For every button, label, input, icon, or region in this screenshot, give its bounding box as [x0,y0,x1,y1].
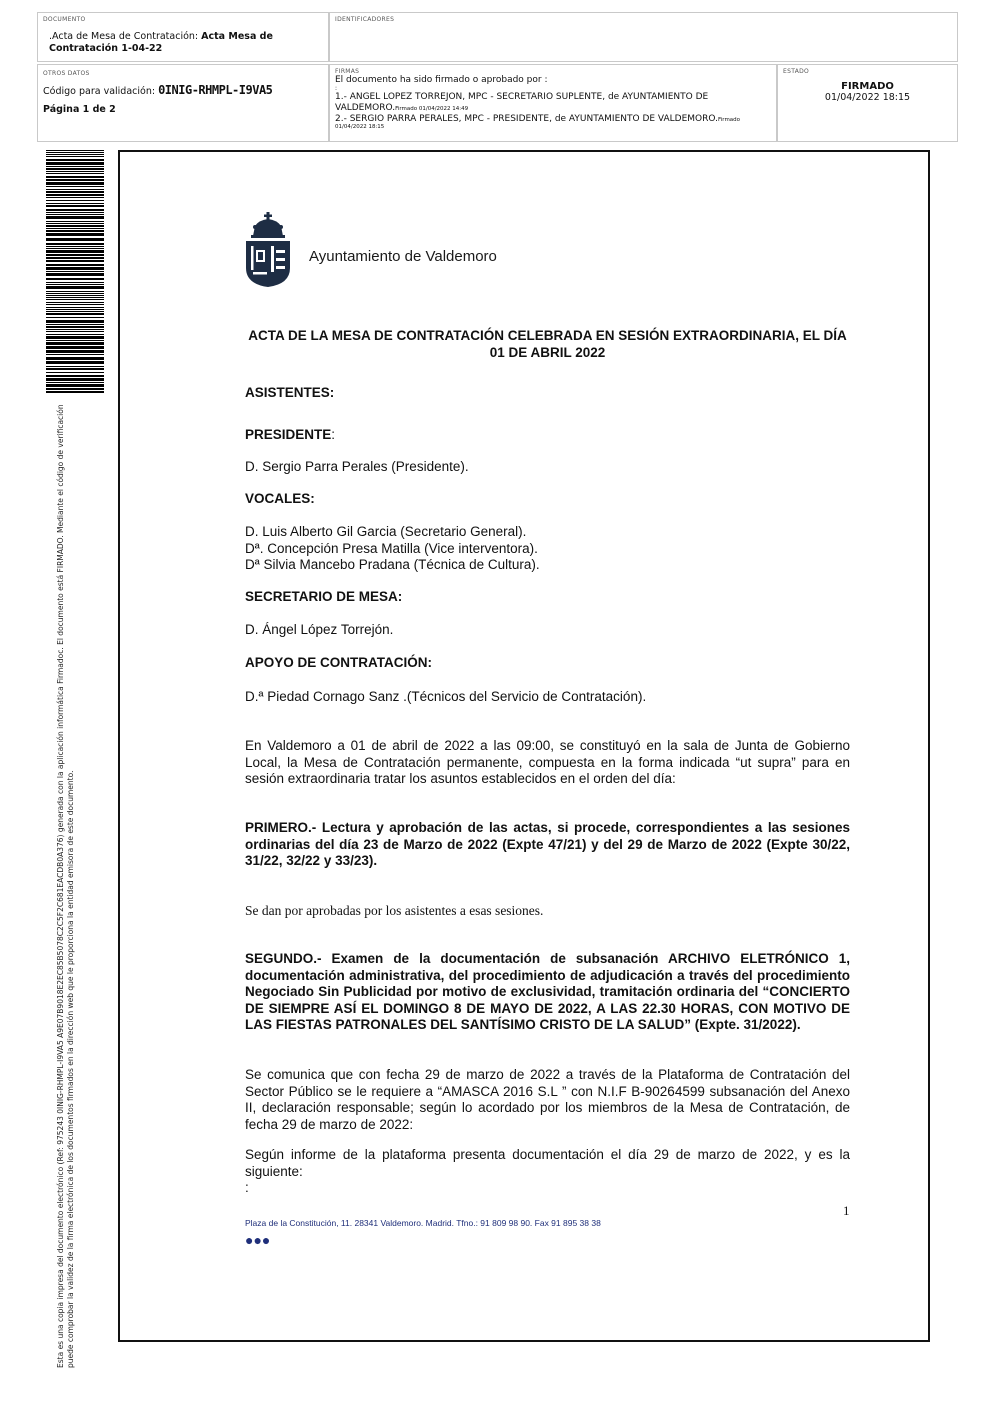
side-text-line-1: Esta es una copia impresa del documento electrónico (Ref: 975243 0INIG-RHMPL-I9VA5 A9E07B9018E2EC85B5078C2C5F2C681EACDB0A376) generada con la aplicación informática Firmadoc. El documento está FIRMADO. Mediante el código de verificación [56,404,65,1368]
barcode-bar [46,154,104,155]
firmas-intro: El documento ha sido firmado o aprobado por : [335,75,548,85]
barcode-image [46,150,104,393]
barcode-bar [46,176,104,178]
barcode-bar [46,302,104,303]
barcode-bar [46,336,104,339]
barcode-bar [46,250,104,253]
presidente-name: D. Sergio Parra Perales (Presidente). [245,459,469,474]
barcode-bar [46,297,104,298]
firma-2: 2.- SERGIO PARRA PERALES, MPC - PRESIDENTE, de AYUNTAMIENTO DE VALDEMORO.Firmado [335,113,741,124]
segundo-colon: : [245,1180,249,1195]
barcode-bar [46,331,104,332]
footer-address: Plaza de la Constitución, 11. 28341 Valdemoro. Madrid. Tfno.: 91 809 98 90. Fax 91 895 38 38 [245,1218,601,1228]
barcode-bar [46,189,104,190]
identificadores-label: IDENTIFICADORES [335,16,395,23]
barcode-bar [46,221,104,222]
coat-of-arms-logo [243,210,293,288]
barcode-bar [46,248,104,249]
firma-2-date: 01/04/2022 18:15 [335,123,385,130]
barcode-bar [46,291,104,292]
barcode-bar [46,334,104,335]
barcode-bar [46,378,104,381]
barcode-bar [46,278,104,280]
barcode-bar [46,246,104,247]
vocal-3: Dª Silvia Mancebo Pradana (Técnica de Cultura). [245,557,540,572]
asistentes-heading: ASISTENTES: [245,385,335,400]
primero-paragraph: PRIMERO.- Lectura y aprobación de las actas, si procede, correspondientes a las sesiones ordinarias del día 23 de Marzo de 2022 (Expte 47/21) y del 29 de Marzo de 2022 (Expte 30/22, 31/22, 32/22 y 33/23). [245,820,850,868]
barcode-bar [46,384,104,387]
barcode-bar [46,264,104,266]
documento-label: DOCUMENTO [43,16,86,23]
barcode-bar [46,159,104,161]
barcode-bar [46,168,104,170]
barcode-bar [46,200,104,201]
firmas-cell [329,64,777,142]
barcode-bar [46,282,104,283]
barcode-bar [46,216,104,219]
barcode-bar [46,313,104,315]
barcode-bar [46,191,104,193]
barcode-bar [46,340,104,341]
barcode-bar [46,324,104,325]
barcode-bar [46,354,104,355]
secretario-name: D. Ángel López Torrejón. [245,622,394,637]
barcode-bar [46,286,104,289]
barcode-bar [46,357,104,360]
barcode-bar [46,182,104,185]
footer-dots: ●●● [245,1232,271,1248]
barcode-bar [46,368,104,370]
segundo-paragraph-2: Se comunica que con fecha 29 de marzo de 2022 a través de la Plataforma de Contratación del Sector Público se le requiere a “AMASCA 2016 S.L ” con N.I.F B-90264599 subsanación del Anexo II, declaración responsable; según lo acordado por los miembros de la Mesa de Contratación, de fecha 29 de marzo de 2022: [245,1067,850,1132]
estado-value: FIRMADO [841,81,894,92]
barcode-bar [46,156,104,157]
barcode-bar [46,293,104,294]
vocales-heading: VOCALES: [245,491,315,506]
apoyo-heading: APOYO DE CONTRATACIÓN: [245,655,432,670]
barcode-bar [46,150,104,151]
firmas-colon: : [335,84,338,92]
barcode-bar [46,203,104,204]
barcode-bar [46,230,104,232]
barcode-bar [46,214,104,215]
barcode-bar [46,223,104,224]
vocal-1: D. Luis Alberto Gil Garcia (Secretario General). [245,524,527,539]
barcode-bar [46,173,104,174]
documento-cell [37,12,329,62]
barcode-bar [46,382,104,383]
barcode-bar [46,267,104,270]
estado-date: 01/04/2022 18:15 [824,92,911,103]
barcode-bar [46,152,104,153]
barcode-bar [46,284,104,285]
presidente-heading: PRESIDENTE: [245,427,336,442]
barcode-bar [46,311,104,312]
organization-name: Ayuntamiento de Valdemoro [309,248,497,265]
barcode-bar [46,243,104,245]
intro-paragraph: En Valdemoro a 01 de abril de 2022 a las 09:00, se constituyó en la sala de Junta de Gobierno Local, la Mesa de Contratación permanente, compuesta en la forma indicada “ut supra” para en sesión extraordinaria tratar los asuntos establecidos en el orden del día: [245,738,850,786]
barcode-bar [46,317,104,318]
barcode-bar [46,238,104,241]
barcode-bar [46,366,104,367]
estado-cell [777,64,958,142]
barcode-bar [46,212,104,213]
barcode-bar [46,304,104,305]
apoyo-name: D.ª Piedad Cornago Sanz .(Técnicos del Servicio de Contratación). [245,689,647,704]
barcode-bar [46,228,104,229]
barcode-bar [46,361,104,364]
identificadores-cell [329,12,958,62]
otros-datos-label: OTROS DATOS [43,70,90,77]
document-title: ACTA DE LA MESA DE CONTRATACIÓN CELEBRADA EN SESIÓN EXTRAORDINARIA, EL DÍA 01 DE ABRIL 2022 [248,328,847,360]
barcode-bar [46,271,104,272]
barcode-bar [46,225,104,227]
secretario-heading: SECRETARIO DE MESA: [245,589,403,604]
barcode-bar [46,295,104,296]
barcode-bar [46,257,104,259]
barcode-bar [46,254,104,256]
firma-1: 1.- ANGEL LOPEZ TORREJON, MPC - SECRETARIO SUPLENTE, de AYUNTAMIENTO DE VALDEMORO.Firmado 01/04/2022 14:49 [335,91,709,113]
barcode-bar [46,329,104,330]
barcode-bar [46,205,104,207]
segundo-paragraph: SEGUNDO.- Examen de la documentación de subsanación ARCHIVO ELETRÓNICO 1, documentación administrativa, del procedimiento de adjudicación a través del procedimiento Negociado Sin Publicidad por motivo de exclusividad, tramitación ordinaria del “CONCIERTO DE SIEMPRE ASÍ EL DOMINGO 8 DE MAYO DE 2022, A LAS 22.30 HORAS, CON MOTIVO DE LAS FIESTAS PATRONALES DEL SANTÍSIMO CRISTO DE LA SALUD” (Expte. 31/2022). [245,951,850,1032]
barcode-bar [46,307,104,308]
barcode-bar [46,299,104,300]
barcode-bar [46,209,104,211]
side-text-line-2: puede comprobar la validez de la firma electrónica de los documentos firmados en la dirección web que le proporciona la entidad emisora de este documento. [66,770,75,1368]
barcode-bar [46,197,104,198]
barcode-bar [46,350,104,353]
barcode-bar [46,273,104,276]
codigo-validacion: Código para validación: 0INIG-RHMPL-I9VA5 [43,83,273,97]
segundo-paragraph-3: Según informe de la plataforma presenta documentación el día 29 de marzo de 2022, y es la siguiente: [245,1147,850,1179]
page-number: 1 [843,1203,850,1218]
vocal-2: Dª. Concepción Presa Matilla (Vice interventora). [245,540,538,556]
barcode-bar [46,194,104,196]
vocales-list [245,524,850,574]
barcode-bar [46,346,104,349]
primero-response: Se dan por aprobadas por los asistentes a esas sesiones. [245,903,544,918]
verification-side-text [56,388,76,1368]
codigo-value: 0INIG-RHMPL-I9VA5 [158,83,273,97]
documento-value: .Acta de Mesa de Contratación: Acta Mesa de Contratación 1-04-22 [49,31,273,54]
barcode-bar [46,375,104,377]
barcode-bar [46,162,104,165]
barcode-bar [46,171,104,172]
barcode-bar [46,326,104,328]
otros-datos-cell [37,64,329,142]
estado-label: ESTADO [783,68,810,75]
firmas-label: FIRMAS [335,68,360,75]
barcode-bar [46,179,104,181]
barcode-bar [46,233,104,236]
barcode-bar [46,166,104,167]
pagina-indicator: Página 1 de 2 [43,104,116,115]
barcode-bar [46,320,104,323]
barcode-bar [46,260,104,262]
barcode-bar [46,342,104,345]
barcode-bar [46,186,104,187]
barcode-bar [46,309,104,310]
barcode-bar [46,372,104,373]
